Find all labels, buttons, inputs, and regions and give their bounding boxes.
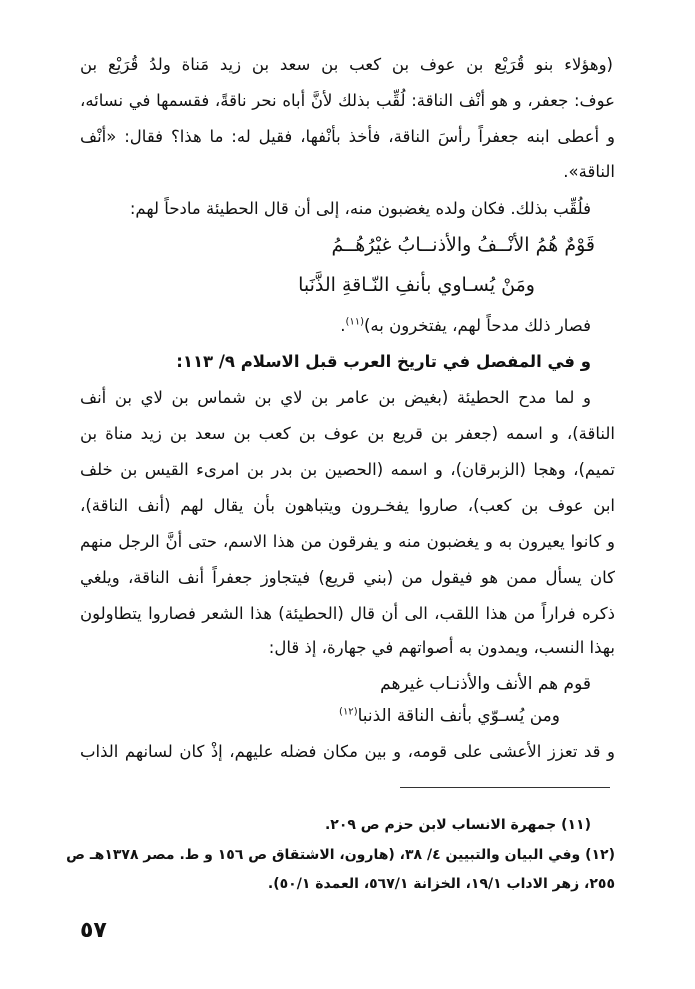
paragraph-line: بهذا النسب، ويمدون به أصواتهم في جهارة، إذ قال:	[268, 638, 615, 657]
verse-hemistich: ومَنْ يُسـاوي بأنفِ النّـاقةِ الذَّنَبا	[298, 274, 535, 296]
paragraph-line: و أعطى ابنه جعفراً رأسَ الناقة، فأخذ بأنْفها، فقيل له: ما هذا؟ فقال: «أنْف	[80, 127, 615, 146]
paragraph-line: ذكره فراراً من هذا اللقب، الى أن قال (الحطيئة) هذا الشعر فصاروا يتطاولون	[80, 604, 615, 623]
verse-hemistich: قَوْمٌ هُمُ الأنْــفُ والأذنــابُ غيْرُهُــمُ	[331, 234, 595, 256]
paragraph-text: فصار ذلك مدحاً لهم، يفتخرون به)	[364, 316, 591, 335]
paragraph-line: تميم)، وهجا (الزبرقان)، و اسمه (الحصين بن بدر بن امرىء القيس بن خلف	[80, 460, 615, 479]
verse-text: ومن يُسـوّي بأنف الناقة الذنبا	[357, 706, 560, 726]
paragraph-line: الناقة».	[563, 162, 615, 181]
verse-hemistich: قوم هم الأنف والأذنـاب غيرهم	[380, 674, 591, 694]
paragraph-end: .	[340, 316, 346, 335]
footnote-divider	[400, 787, 610, 788]
paragraph-line: فلُقِّب بذلك. فكان ولده يغضبون منه، إلى أن قال الحطيئة مادحاً لهم:	[129, 199, 591, 218]
page-number: ٥٧	[80, 918, 107, 943]
paragraph-line: الناقة)، و اسمه (جعفر بن قريع بن عوف بن كعب بن سعد بن زيد مناة بن	[80, 424, 615, 443]
paragraph-line: و كانوا يعيرون به و يغضبون منه و يفرقون من هذا الاسم، حتى أنَّ الرجل منهم	[80, 532, 615, 551]
paragraph-line	[80, 316, 591, 336]
verse-hemistich	[339, 706, 560, 726]
paragraph-line: كان يسأل ممن هو فيقول من (بني قريع) فيتجاوز جعفراً أنف الناقة، ويلغي	[80, 568, 615, 587]
paragraph-line: عوف: جعفر، و هو أنْف الناقة: لُقِّب بذلك لأنَّ أباه نحر ناقةً، فقسمها في نسائه،	[80, 91, 615, 110]
paragraph-line: (وهؤلاء بنو قُرَيْع بن عوف بن كعب بن سعد بن زيد مَناة ولدُ قُرَيْع بن	[80, 55, 613, 74]
footnote: (١١) جمهرة الانساب لابن حزم ص ٢٠٩.	[324, 817, 591, 833]
paragraph-line: و قد تعزز الأعشى على قومه، و بين مكان فضله عليهم، إذْ كان لسانهم الذاب	[80, 742, 615, 761]
paragraph-line: ابن عوف بن كعب)، صاروا يفخـرون ويتباهون بأن يقال لهم (أنف الناقة)،	[80, 496, 615, 515]
footnote: ٢٥٥، زهر الاداب ١٩/١، الخزانة ٥٦٧/١، العمدة ٥٠/١).	[267, 876, 615, 892]
paragraph-line: و في المفصل في تاريخ العرب قبل الاسلام ٩/ ١١٣:	[176, 352, 591, 371]
paragraph-line: و لما مدح الحطيئة (بغيض بن عامر بن لاي بن شماس بن لاي بن أنف	[80, 388, 591, 407]
footnote-ref: (١٢)	[339, 706, 358, 718]
footnote: (١٢) وفي البيان والتبيين ٤/ ٣٨، (هارون، الاشتقاق ص ١٥٦ و ط. مصر ١٣٧٨هـ ص	[66, 847, 615, 863]
footnote-ref: (١١)	[345, 316, 364, 328]
